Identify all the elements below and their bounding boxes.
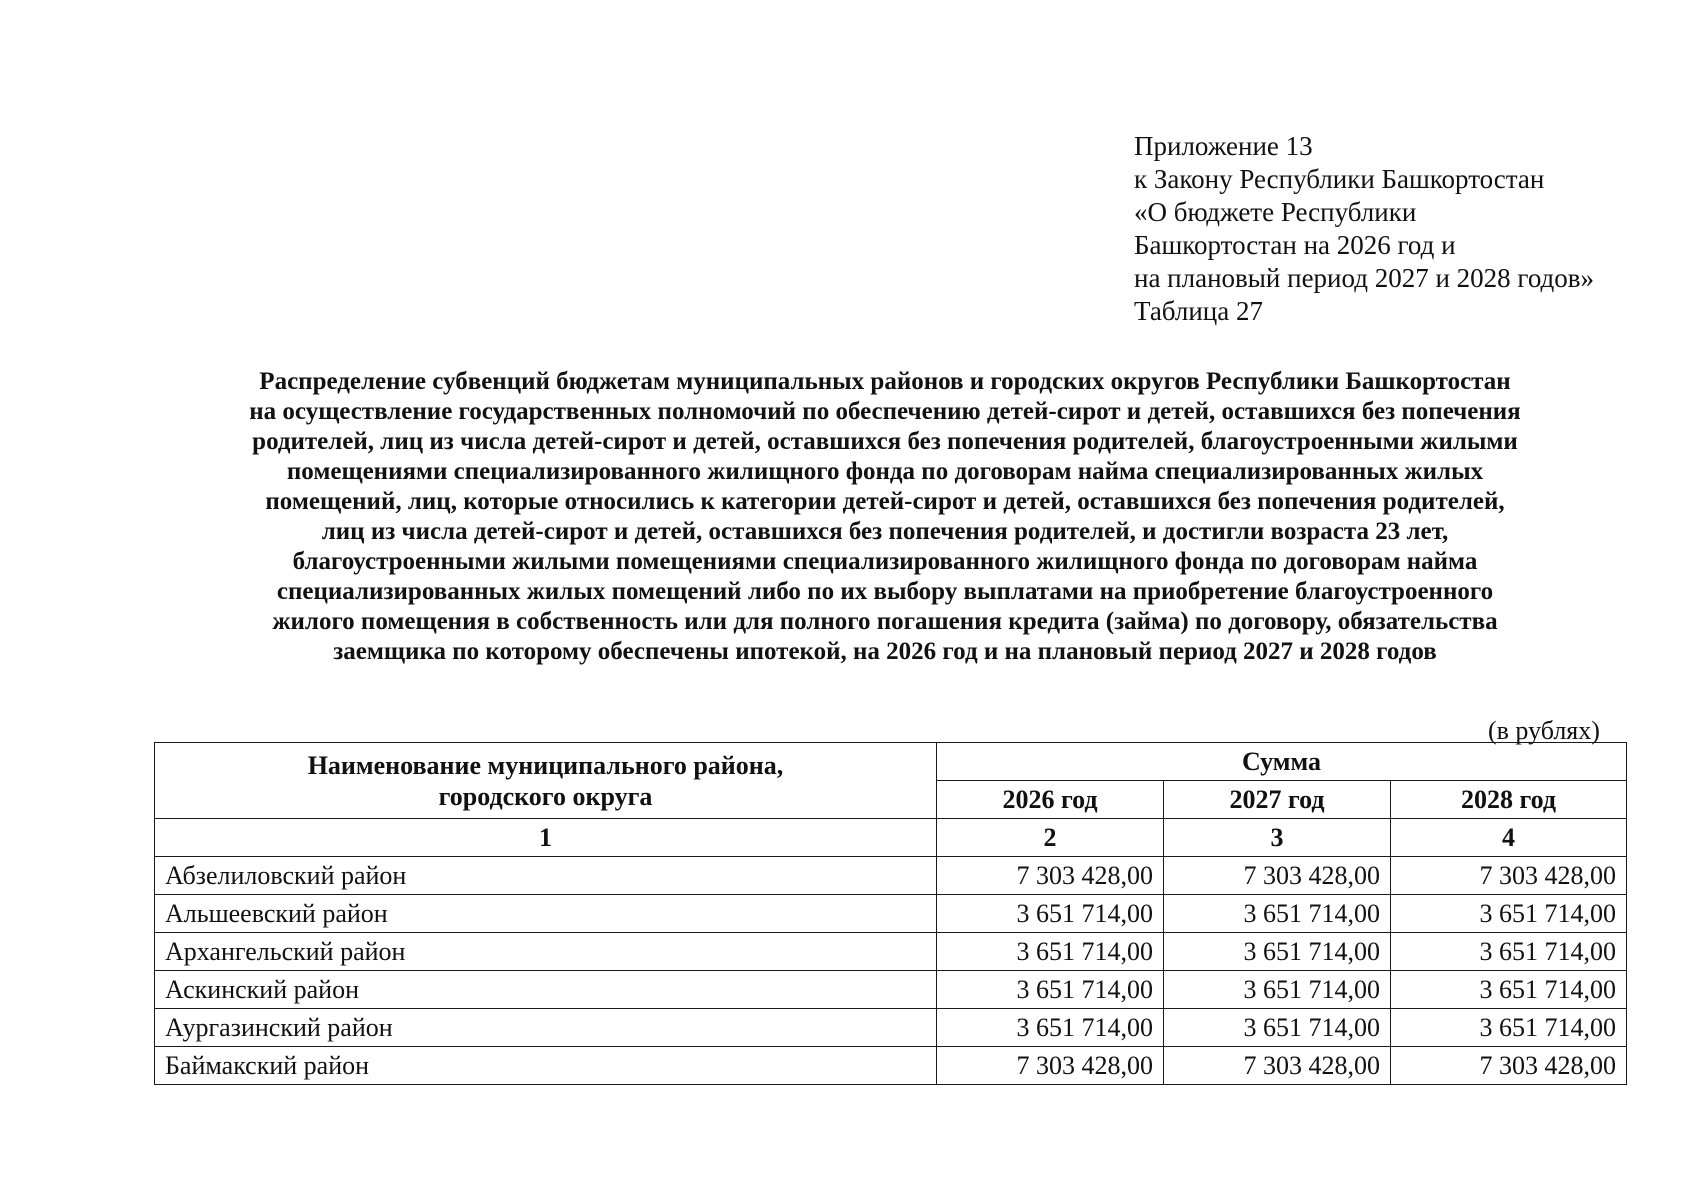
row-value-2028: 7 303 428,00 <box>1391 1047 1627 1085</box>
header-name-line2: городского округа <box>438 781 653 811</box>
appendix-line: Приложение 13 <box>1134 131 1313 161</box>
title-line: помещениями специализированного жилищного фонда по договорам найма специализированных жилых <box>286 458 1484 485</box>
col-number-4: 4 <box>1391 819 1627 857</box>
row-value-2027: 7 303 428,00 <box>1164 857 1391 895</box>
title-line: заемщика по которому обеспечены ипотекой, на 2026 год и на плановый период 2027 и 2028 годов <box>333 638 1437 665</box>
row-name: Аургазинский район <box>155 1009 937 1047</box>
row-name: Архангельский район <box>155 933 937 971</box>
row-value-2026: 3 651 714,00 <box>937 1009 1164 1047</box>
col-number-2: 2 <box>937 819 1164 857</box>
row-value-2028: 3 651 714,00 <box>1391 933 1627 971</box>
appendix-block <box>1134 130 1594 328</box>
row-value-2027: 3 651 714,00 <box>1164 971 1391 1009</box>
header-year-2027: 2027 год <box>1164 781 1391 819</box>
title-line: благоустроенными жилыми помещениями специализированного жилищного фонда по договорам найма <box>292 548 1478 575</box>
header-sum: Сумма <box>937 743 1627 781</box>
row-value-2027: 3 651 714,00 <box>1164 895 1391 933</box>
title-line: на осуществление государственных полномочий по обеспечению детей-сирот и детей, оставшихся без попечения <box>249 398 1521 425</box>
row-value-2027: 3 651 714,00 <box>1164 1009 1391 1047</box>
row-value-2028: 3 651 714,00 <box>1391 895 1627 933</box>
header-year-2028: 2028 год <box>1391 781 1627 819</box>
table-row <box>155 1009 1627 1047</box>
title-line: Распределение субвенций бюджетам муниципальных районов и городских округов Республики Башкортостан <box>259 368 1511 395</box>
header-year-2026: 2026 год <box>937 781 1164 819</box>
table-row <box>155 933 1627 971</box>
appendix-line: к Закону Республики Башкортостан <box>1134 164 1545 194</box>
row-name: Альшеевский район <box>155 895 937 933</box>
title-line: родителей, лиц из числа детей-сирот и детей, оставшихся без попечения родителей, благоустроенными жилыми <box>252 428 1518 455</box>
table-row <box>155 857 1627 895</box>
title-line: лиц из числа детей-сирот и детей, оставшихся без попечения родителей, и достигли возраста 23 лет, <box>321 518 1449 545</box>
row-value-2026: 3 651 714,00 <box>937 933 1164 971</box>
row-value-2028: 7 303 428,00 <box>1391 857 1627 895</box>
col-number-1: 1 <box>155 819 937 857</box>
row-value-2028: 3 651 714,00 <box>1391 1009 1627 1047</box>
header-name <box>155 743 937 819</box>
row-value-2027: 3 651 714,00 <box>1164 933 1391 971</box>
row-value-2028: 3 651 714,00 <box>1391 971 1627 1009</box>
table-row <box>155 1047 1627 1085</box>
appendix-line: «О бюджете Республики <box>1134 197 1417 227</box>
title-line: специализированных жилых помещений либо по их выбору выплатами на приобретение благоустроенного <box>276 578 1494 605</box>
row-name: Аскинский район <box>155 971 937 1009</box>
table-row <box>155 971 1627 1009</box>
appendix-line: на плановый период 2027 и 2028 годов» <box>1134 263 1595 293</box>
row-value-2026: 3 651 714,00 <box>937 895 1164 933</box>
units-note: (в рублях) <box>1488 716 1600 745</box>
appendix-line: Башкортостан на 2026 год и <box>1134 230 1456 260</box>
col-number-3: 3 <box>1164 819 1391 857</box>
row-name: Абзелиловский район <box>155 857 937 895</box>
title-line: помещений, лиц, которые относились к категории детей-сирот и детей, оставшихся без попечения родителей, <box>265 488 1505 515</box>
row-name: Баймакский район <box>155 1047 937 1085</box>
row-value-2026: 7 303 428,00 <box>937 1047 1164 1085</box>
title-line: жилого помещения в собственность или для полного погашения кредита (займа) по договору, обязательства <box>272 608 1498 635</box>
subvention-table <box>154 742 1627 1085</box>
row-value-2026: 7 303 428,00 <box>937 857 1164 895</box>
row-value-2027: 7 303 428,00 <box>1164 1047 1391 1085</box>
header-name-line1: Наименование муниципального района, <box>307 750 784 780</box>
row-value-2026: 3 651 714,00 <box>937 971 1164 1009</box>
table-row <box>155 895 1627 933</box>
document-title <box>150 367 1620 667</box>
appendix-line: Таблица 27 <box>1134 296 1263 326</box>
